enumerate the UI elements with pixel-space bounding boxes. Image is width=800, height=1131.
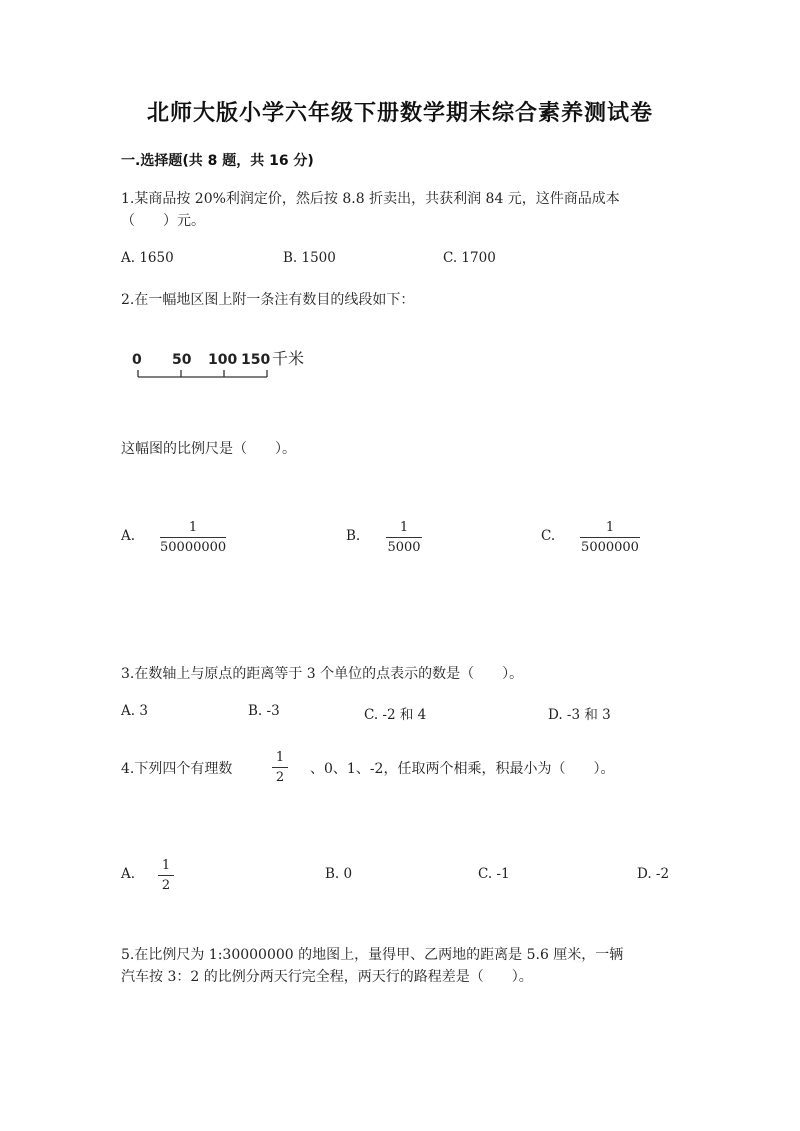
scale-label-150: 150 bbox=[241, 352, 271, 368]
fraction-bar bbox=[580, 537, 640, 538]
section-heading: 一.选择题(共 8 题，共 16 分) bbox=[121, 153, 314, 169]
question-4-prefix: 4.下列四个有理数 bbox=[121, 761, 233, 777]
fraction-denominator: 2 bbox=[275, 770, 285, 785]
question-2-option-c-fraction bbox=[580, 520, 640, 556]
question-1-option-a: A. 1650 bbox=[121, 250, 174, 266]
scale-label-100: 100 bbox=[208, 352, 238, 368]
question-2-option-b-fraction bbox=[386, 520, 422, 556]
fraction-numerator: 1 bbox=[161, 858, 171, 873]
fraction-numerator: 1 bbox=[399, 520, 409, 535]
question-3-text: 3.在数轴上与原点的距离等于 3 个单位的点表示的数是（ ）。 bbox=[121, 666, 524, 682]
question-4-option-c: C. -1 bbox=[478, 866, 510, 882]
question-2-option-a-letter: A. bbox=[121, 528, 136, 544]
question-3-option-a: A. 3 bbox=[121, 703, 148, 719]
question-1-option-c: C. 1700 bbox=[443, 250, 496, 266]
fraction-numerator: 1 bbox=[188, 520, 198, 535]
fraction-denominator: 5000000 bbox=[581, 540, 639, 555]
question-1-option-b: B. 1500 bbox=[283, 250, 336, 266]
question-1-line-2: （ ）元。 bbox=[121, 213, 205, 229]
question-4-option-b: B. 0 bbox=[325, 866, 353, 882]
fraction-bar bbox=[386, 537, 422, 538]
question-2-option-c-letter: C. bbox=[541, 528, 556, 544]
fraction-denominator: 50000000 bbox=[160, 540, 227, 555]
question-2-question: 这幅图的比例尺是（ ）。 bbox=[121, 441, 296, 457]
question-2-option-a-fraction bbox=[160, 520, 226, 556]
fraction-bar bbox=[272, 767, 288, 768]
fraction-bar bbox=[158, 875, 174, 876]
question-3-option-c: C. -2 和 4 bbox=[364, 707, 427, 723]
question-3-option-b: B. -3 bbox=[248, 703, 280, 719]
question-2-option-b-letter: B. bbox=[346, 528, 361, 544]
page-title: 北师大版小学六年级下册数学期末综合素养测试卷 bbox=[146, 101, 653, 126]
question-4-option-d: D. -2 bbox=[637, 866, 670, 882]
question-5-line-2: 汽车按 3：2 的比例分两天行完全程，两天行的路程差是（ ）。 bbox=[121, 969, 533, 985]
question-4-option-a-letter: A. bbox=[121, 866, 136, 882]
fraction-denominator: 5000 bbox=[387, 540, 421, 555]
question-2-text: 2.在一幅地区图上附一条注有数目的线段如下： bbox=[121, 292, 415, 308]
fraction-denominator: 2 bbox=[161, 878, 171, 893]
fraction-bar bbox=[160, 537, 226, 538]
scale-label-0: 0 bbox=[132, 352, 142, 368]
question-1-line-1: 1.某商品按 20%利润定价，然后按 8.8 折卖出，共获利润 84 元，这件商品成本 bbox=[121, 191, 620, 207]
fraction-numerator: 1 bbox=[605, 520, 615, 535]
question-4-fraction bbox=[272, 750, 288, 786]
scale-bar bbox=[130, 346, 330, 386]
question-3-option-d: D. -3 和 3 bbox=[548, 707, 611, 723]
fraction-numerator: 1 bbox=[275, 750, 285, 765]
question-4-option-a-fraction bbox=[158, 858, 174, 894]
question-5-line-1: 5.在比例尺为 1:30000000 的地图上，量得甲、乙两地的距离是 5.6 厘米，一辆 bbox=[121, 947, 624, 963]
scale-unit: 千米 bbox=[272, 349, 305, 368]
scale-label-50: 50 bbox=[172, 352, 192, 368]
question-4-suffix: 、0、1、-2，任取两个相乘，积最小为（ ）。 bbox=[310, 761, 615, 777]
